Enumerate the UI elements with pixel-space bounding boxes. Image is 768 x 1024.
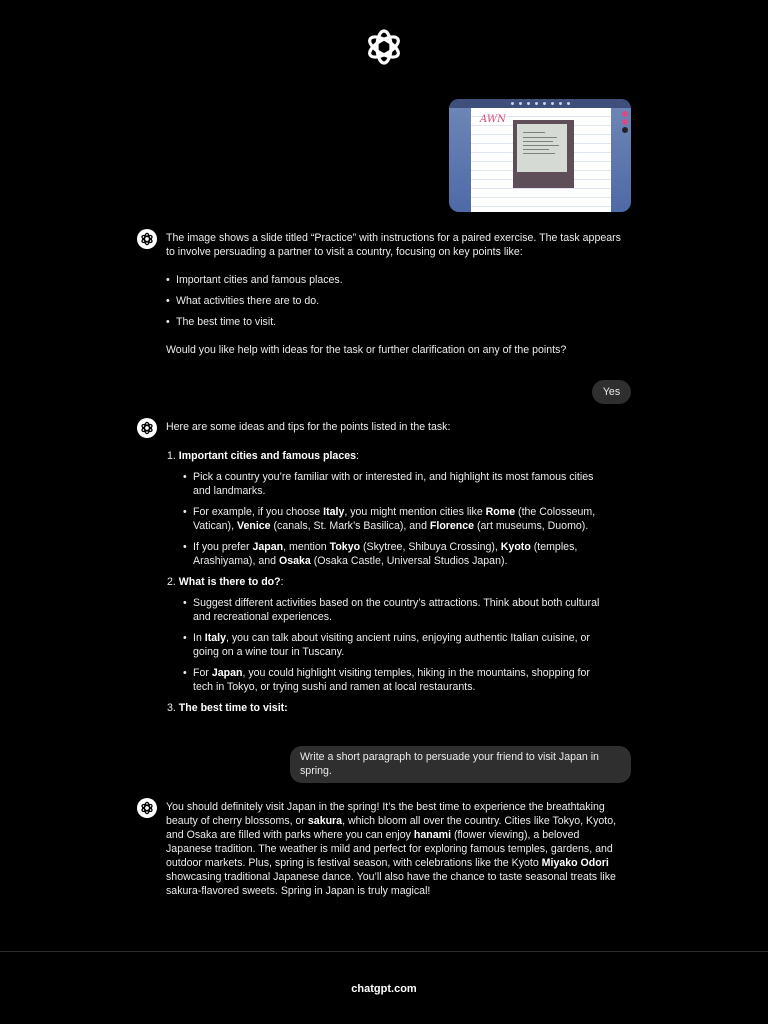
assistant-message-1 — [166, 231, 626, 357]
uploaded-image[interactable] — [449, 99, 631, 212]
assistant-avatar-icon — [137, 798, 157, 818]
assistant-message-2 — [166, 420, 626, 731]
image-toolbar — [449, 99, 631, 108]
list-item: • Suggest different activities based on the country’s attractions. Think about both cultural and recreational experiences. — [183, 596, 603, 624]
list-item: • Important cities and famous places. — [166, 273, 626, 287]
section-title: The best time to visit: — [178, 702, 288, 714]
section-title: What is there to do? — [178, 576, 281, 588]
section-2-list — [183, 596, 603, 694]
footer — [0, 951, 768, 1024]
user-message-text: Write a short paragraph to persuade your friend to visit Japan in spring. — [300, 751, 599, 777]
list-item: • In Italy, you can talk about visiting ancient ruins, enjoying authentic Italian cuisine, or going on a wine tour in Tuscany. — [183, 631, 603, 659]
list-item: • The best time to visit. — [166, 315, 626, 329]
handwriting-text: AWN — [480, 114, 506, 125]
assistant-message-3 — [166, 800, 626, 898]
message-paragraph: The image shows a slide titled “Practice” with instructions for a paired exercise. The task appears to involve persuading a partner to visit a country, focusing on key points like: — [166, 232, 621, 258]
key-points-list — [166, 273, 626, 329]
list-item: • For Japan, you could highlight visiting temples, hiking in the mountains, shopping for tech in Tokyo, or trying sushi and ramen at local restaurants. — [183, 666, 603, 694]
message-paragraph: Would you like help with ideas for the task or further clarification on any of the points? — [166, 344, 567, 356]
section-title: Important cities and famous places — [178, 450, 356, 462]
message-paragraph: Here are some ideas and tips for the points listed in the task: — [166, 421, 451, 433]
section-number: 2. — [167, 576, 176, 588]
numbered-section-1: 1. Important cities and famous places: • Pick a country you’re familiar with or interested in, and highlight its most famous cities and landmarks. • For example, if you choose Italy, you might mention cities like Rome (the Colosseum, Vatican), Venice (canals, St. Mark’s Basilica), and Florence (art museums, Duomo). • If you prefer Japan, mention Tokyo (Skytree, Shibuya Crossing), Kyoto (temples, Arashiyama), and Osaka (Osaka Castle, Universal Studios Japan). — [166, 449, 626, 568]
site-link[interactable]: chatgpt.com — [351, 983, 417, 995]
pen-tools — [622, 111, 629, 135]
openai-logo-icon — [364, 27, 404, 67]
user-message-bubble — [290, 746, 631, 783]
section-number: 3. — [167, 702, 176, 714]
numbered-section-3 — [166, 701, 626, 715]
list-item: • For example, if you choose Italy, you might mention cities like Rome (the Colosseum, Vatican), Venice (canals, St. Mark’s Basilica), and Florence (art museums, Duomo). — [183, 505, 603, 533]
list-item: • If you prefer Japan, mention Tokyo (Skytree, Shibuya Crossing), Kyoto (temples, Arashiyama), and Osaka (Osaka Castle, Universal Studios Japan). — [183, 540, 603, 568]
user-message-text: Yes — [602, 386, 621, 398]
user-message-bubble — [592, 380, 631, 404]
numbered-section-2: 2. What is there to do?: • Suggest different activities based on the country’s attractions. Think about both cultural and recreational experiences. • In Italy, you can talk about visiting ancient ruins, enjoying authentic Italian cuisine, or going on a wine tour in Tuscany. • For Japan, you could highlight visiting temples, hiking in the mountains, shopping for tech in Tokyo, or trying sushi and ramen at local restaurants. — [166, 575, 626, 694]
assistant-avatar-icon — [137, 229, 157, 249]
message-paragraph: You should definitely visit Japan in the spring! It’s the best time to experience the breathtaking beauty of cherry blossoms, or sakura, which bloom all over the country. Cities like Tokyo, Kyoto, and Osaka are filled with parks where you can enjoy hanami (flower viewing), a beloved Japanese tradition. The weather is mild and perfect for exploring famous temples, gardens, and outdoor markets. Plus, spring is festival season, with celebrations like the Kyoto Miyako Odori showcasing traditional Japanese dance. You’ll also have the chance to taste seasonal treats like sakura-flavored sweets. Spring in Japan is truly magical! — [166, 801, 617, 897]
truncation-fade — [166, 718, 626, 736]
section-1-list — [183, 470, 603, 568]
assistant-avatar-icon — [137, 418, 157, 438]
notebook-page — [471, 108, 611, 212]
section-number: 1. — [167, 450, 176, 462]
list-item: • Pick a country you’re familiar with or interested in, and highlight its most famous cities and landmarks. — [183, 470, 603, 498]
list-item: • What activities there are to do. — [166, 294, 626, 308]
slide-photo — [513, 120, 574, 188]
